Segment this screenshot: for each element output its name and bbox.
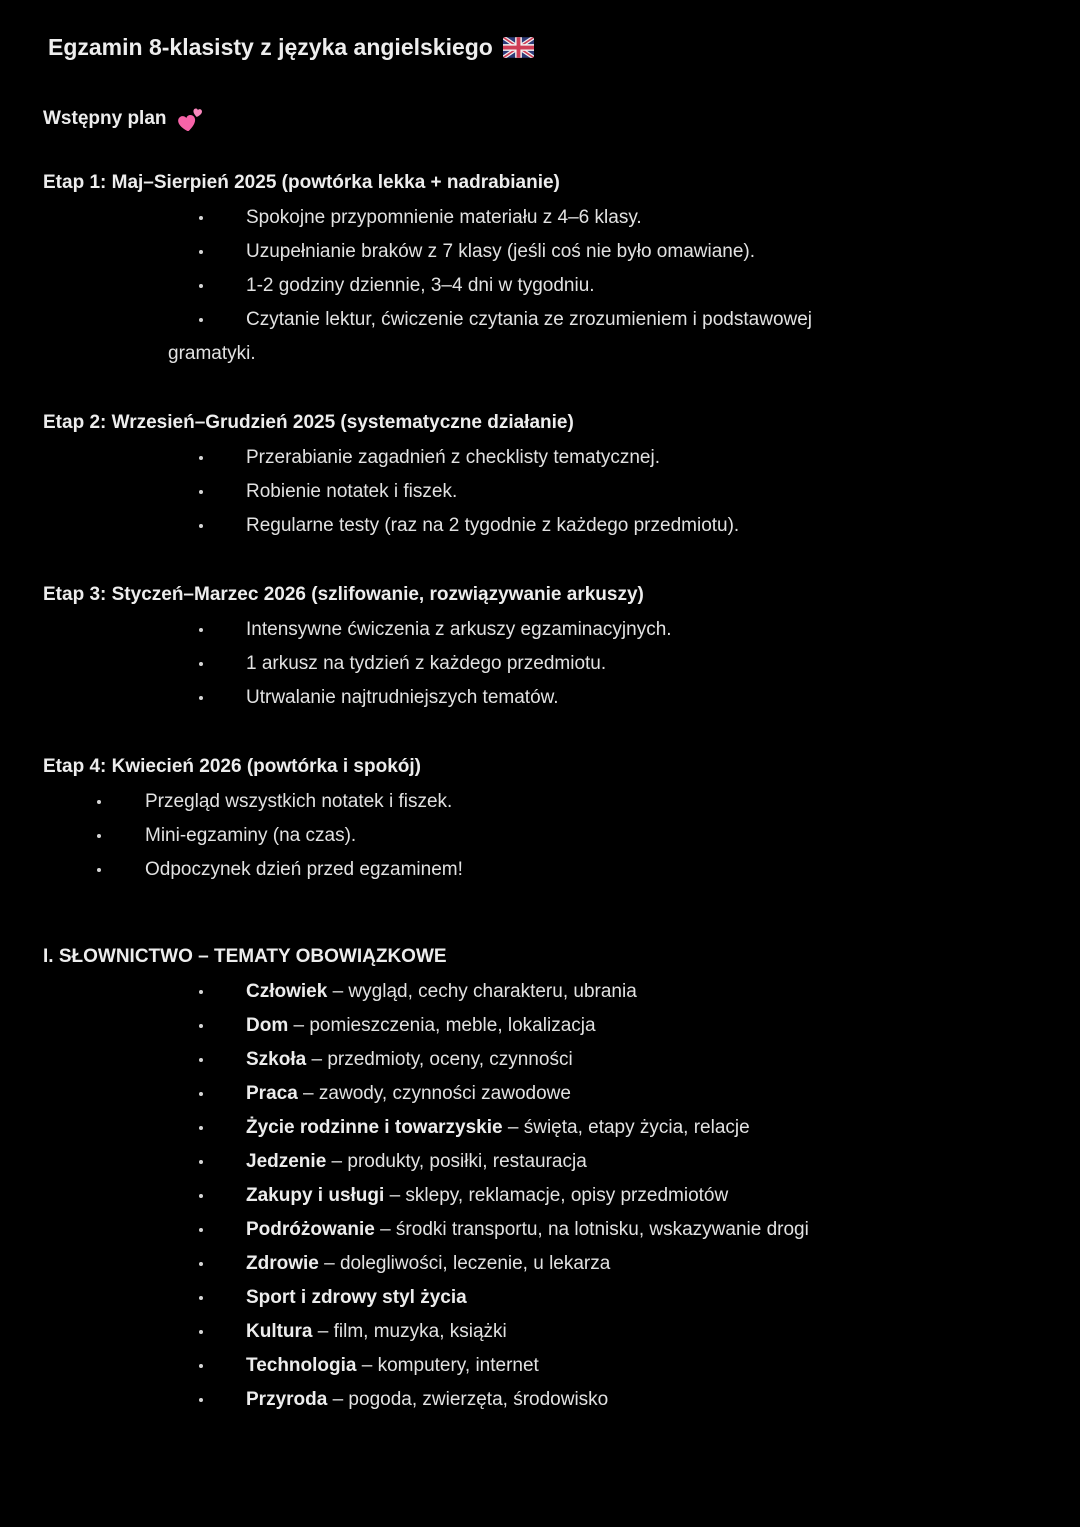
bullet-dot-icon [199,1364,203,1368]
bullet-item [0,1145,1080,1179]
bullet-dot-icon [199,1194,203,1198]
bullet-text: 1 arkusz na tydzień z każdego przedmiotu. [246,653,607,674]
topic-term: Życie rodzinne i towarzyskie [246,1117,503,1138]
bullet-dot-icon [199,662,203,666]
bullet-item [0,1077,1080,1111]
bullet-dot-icon [199,490,203,494]
topic-term: Zakupy i usługi [246,1185,385,1206]
bullet-dot-icon [199,1330,203,1334]
topic-term: Praca [246,1083,298,1104]
topic-desc: – pomieszczenia, meble, lokalizacja [288,1015,596,1036]
bullet-item [0,509,1080,543]
bullet-item [0,1247,1080,1281]
topic-desc: – produkty, posiłki, restauracja [326,1151,587,1172]
bullet-item [0,1315,1080,1349]
bullet-text: Uzupełnianie braków z 7 klasy (jeśli coś nie było omawiane). [246,241,756,262]
bullet-text [246,1145,587,1179]
topic-term: Przyroda [246,1389,328,1410]
bullet-item [0,303,1080,337]
bullet-text [246,1383,608,1417]
topic-term: Technologia [246,1355,357,1376]
subtitle-text: Wstępny plan [43,108,167,129]
bullet-dot-icon [199,1262,203,1266]
bullet-text: Czytanie lektur, ćwiczenie czytania ze zrozumieniem i podstawowej [246,309,813,330]
bullet-item [0,235,1080,269]
bullet-item [0,1043,1080,1077]
bullet-item [0,613,1080,647]
topic-term: Sport i zdrowy styl życia [246,1287,467,1308]
bullet-dot-icon [199,990,203,994]
bullet-text: Spokojne przypomnienie materiału z 4–6 klasy. [246,207,642,228]
bullet-item [0,1383,1080,1417]
bullet-dot-icon [199,1160,203,1164]
bullet-text [246,1009,596,1043]
bullet-text [246,1077,571,1111]
section-heading-etap-4: Etap 4: Kwiecień 2026 (powtórka i spokój) [43,756,421,777]
topic-term: Człowiek [246,981,328,1002]
bullet-text: Mini-egzaminy (na czas). [145,825,357,846]
bullet-dot-icon [97,868,101,872]
bullet-text: Odpoczynek dzień przed egzaminem! [145,859,463,880]
topic-desc: – środki transportu, na lotnisku, wskazywanie drogi [374,1219,809,1240]
bullet-text [246,1281,467,1315]
bullet-text [246,1349,539,1383]
bullet-dot-icon [97,834,101,838]
bullet-item [0,647,1080,681]
bullet-item [0,1213,1080,1247]
bullet-dot-icon [199,1296,203,1300]
section-heading-etap-3: Etap 3: Styczeń–Marzec 2026 (szlifowanie, rozwiązywanie arkuszy) [43,584,644,605]
bullet-dot-icon [97,800,101,804]
topic-term: Kultura [246,1321,313,1342]
bullet-text: Utrwalanie najtrudniejszych tematów. [246,687,559,708]
topic-desc: – wygląd, cechy charakteru, ubrania [327,981,637,1002]
bullet-continuation: gramatyki. [168,343,256,364]
bullet-dot-icon [199,1228,203,1232]
topic-term: Jedzenie [246,1151,327,1172]
bullet-item [0,1281,1080,1315]
section-etap-2 [0,411,1080,543]
bullet-item [0,475,1080,509]
page-title [48,0,1080,61]
bullet-text [246,1111,750,1145]
bullet-text [246,975,637,1009]
bullet-text: Przegląd wszystkich notatek i fiszek. [145,791,453,812]
bullet-text: Intensywne ćwiczenia z arkuszy egzaminacyjnych. [246,619,672,640]
bullet-dot-icon [199,250,203,254]
bullet-item [0,1349,1080,1383]
bullet-item [0,681,1080,715]
bullet-item [0,1111,1080,1145]
bullet-item [0,819,1080,853]
two-hearts-icon [176,108,203,131]
uk-flag-icon [503,37,534,58]
subtitle [43,107,1080,131]
bullet-item [0,1179,1080,1213]
bullet-dot-icon [199,524,203,528]
topic-desc: – przedmioty, oceny, czynności [306,1049,573,1070]
section-heading-etap-2: Etap 2: Wrzesień–Grudzień 2025 (systematyczne działanie) [43,412,574,433]
bullet-item [0,785,1080,819]
page-title-text: Egzamin 8-klasisty z języka angielskiego [48,34,493,60]
bullet-text: 1-2 godziny dziennie, 3–4 dni w tygodniu. [246,275,595,296]
section-etap-4 [0,755,1080,887]
bullet-text [246,1213,809,1247]
bullet-text: Regularne testy (raz na 2 tygodnie z każdego przedmiotu). [246,515,740,536]
bullet-dot-icon [199,216,203,220]
bullet-item [0,1009,1080,1043]
section-heading-etap-1: Etap 1: Maj–Sierpień 2025 (powtórka lekka + nadrabianie) [43,172,560,193]
bullet-item [0,853,1080,887]
topic-desc: – sklepy, reklamacje, opisy przedmiotów [384,1185,729,1206]
bullet-text: Robienie notatek i fiszek. [246,481,458,502]
bullet-dot-icon [199,318,203,322]
topic-desc: – święta, etapy życia, relacje [502,1117,750,1138]
section-etap-3 [0,583,1080,715]
topic-term: Szkoła [246,1049,307,1070]
bullet-dot-icon [199,628,203,632]
section-slownictwo [0,945,1080,1417]
bullet-dot-icon [199,456,203,460]
bullet-item [0,975,1080,1009]
bullet-item [0,201,1080,235]
bullet-dot-icon [199,1058,203,1062]
bullet-dot-icon [199,284,203,288]
bullet-text [246,1315,507,1349]
bullet-dot-icon [199,1398,203,1402]
topic-desc: – pogoda, zwierzęta, środowisko [327,1389,609,1410]
bullet-text [246,1179,728,1213]
topic-desc: – zawody, czynności zawodowe [297,1083,571,1104]
section-heading-slownictwo: I. SŁOWNICTWO – TEMATY OBOWIĄZKOWE [43,946,447,967]
bullet-dot-icon [199,696,203,700]
topic-desc: – dolegliwości, leczenie, u lekarza [318,1253,611,1274]
bullet-text: Przerabianie zagadnień z checklisty tematycznej. [246,447,660,468]
topic-term: Zdrowie [246,1253,319,1274]
topic-desc: – film, muzyka, książki [312,1321,507,1342]
bullet-item [0,441,1080,475]
section-etap-1 [0,171,1080,371]
bullet-text [246,1043,573,1077]
bullet-item [0,269,1080,303]
topic-term: Podróżowanie [246,1219,375,1240]
bullet-text [246,1247,610,1281]
topic-desc: – komputery, internet [356,1355,539,1376]
bullet-dot-icon [199,1024,203,1028]
bullet-dot-icon [199,1092,203,1096]
topic-term: Dom [246,1015,289,1036]
bullet-dot-icon [199,1126,203,1130]
